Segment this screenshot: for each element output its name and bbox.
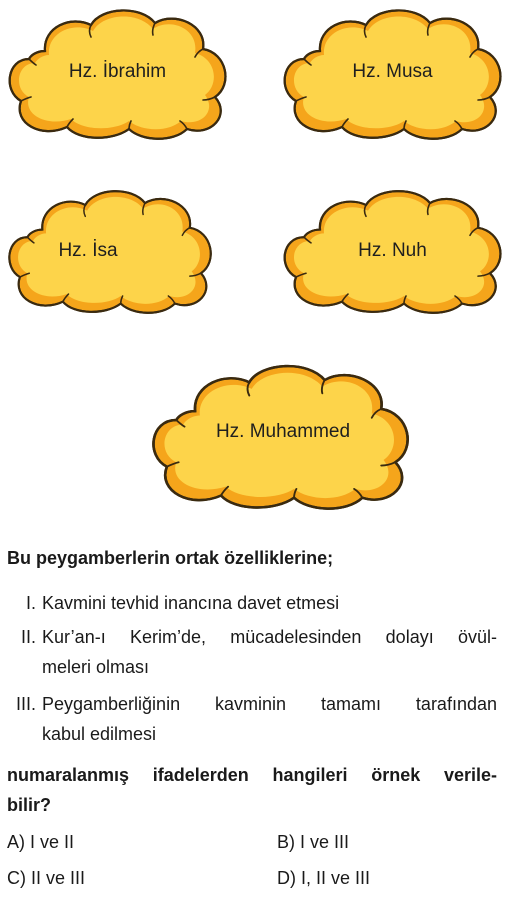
option-letter: C) xyxy=(7,868,26,888)
option-letter: A) xyxy=(7,832,25,852)
cloud-ibrahim xyxy=(5,5,230,140)
statement-1 xyxy=(0,588,512,618)
option-c[interactable] xyxy=(7,868,85,889)
option-d[interactable] xyxy=(277,868,370,889)
cloud-isa xyxy=(5,186,215,314)
cloud-label: Hz. Nuh xyxy=(358,240,427,261)
question-prompt: numaralanmış ifadelerden hangileri örnek verile- bilir? xyxy=(7,765,497,815)
option-text: I ve II xyxy=(30,832,75,852)
cloud-musa xyxy=(280,5,505,140)
option-text: I ve III xyxy=(300,832,350,852)
cloud-label: Hz. İsa xyxy=(58,240,118,261)
cloud-label: Hz. İbrahim xyxy=(68,61,167,82)
statement-text: Kavmini tevhid inancına davet etmesi xyxy=(42,593,340,613)
statement-number: III. xyxy=(15,694,36,714)
question-stem: Bu peygamberlerin ortak özelliklerine; xyxy=(7,548,334,568)
option-letter: D) xyxy=(277,868,296,888)
option-letter: B) xyxy=(277,832,295,852)
cloud-label: Hz. Musa xyxy=(352,61,433,82)
cloud-muhammed xyxy=(148,360,413,510)
option-b[interactable] xyxy=(277,832,349,853)
cloud-nuh xyxy=(280,186,505,314)
option-text: II ve III xyxy=(31,868,86,888)
cloud-label: Hz. Muhammed xyxy=(215,421,351,442)
statement-2 xyxy=(0,622,512,682)
statement-text: Kur’an-ı Kerim’de, mücadelesinden dolayı övül- meleri olması xyxy=(42,627,497,677)
option-a[interactable] xyxy=(7,832,74,853)
option-text: I, II ve III xyxy=(301,868,371,888)
statement-text: Peygamberliğinin kavminin tamamı tarafından kabul edilmesi xyxy=(42,694,497,744)
statement-number: II. xyxy=(20,627,36,647)
statement-number: I. xyxy=(25,593,36,613)
statement-3 xyxy=(0,689,512,749)
